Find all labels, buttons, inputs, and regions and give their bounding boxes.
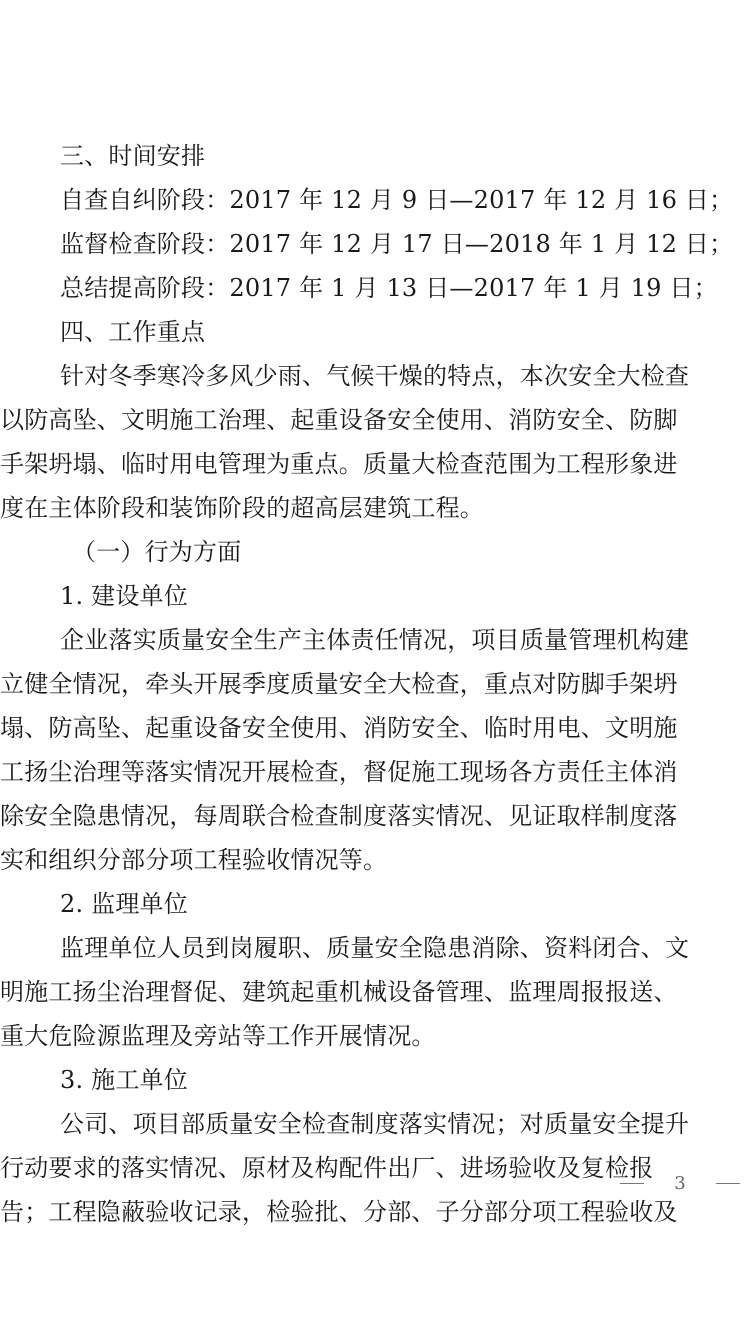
paragraph-line: 度在主体阶段和装饰阶段的超高层建筑工程。 — [0, 494, 484, 522]
section-heading-key-work: 四、工作重点 — [60, 318, 206, 346]
paragraph-line: 手架坍塌、临时用电管理为重点。质量大检查范围为工程形象进 — [0, 450, 678, 478]
item-heading-construction-unit: 1. 建设单位 — [60, 582, 188, 610]
paragraph-line: 塌、防高坠、起重设备安全使用、消防安全、临时用电、文明施 — [0, 714, 678, 742]
paragraph-line: 以防高坠、文明施工治理、起重设备安全使用、消防安全、防脚 — [0, 406, 678, 434]
subsection-heading-behavior: （一）行为方面 — [72, 538, 242, 566]
paragraph-line: 除安全隐患情况，每周联合检查制度落实情况、见证取样制度落 — [0, 802, 678, 830]
paragraph-line: 实和组织分部分项工程验收情况等。 — [0, 846, 388, 874]
paragraph-line: 明施工扬尘治理督促、建筑起重机械设备管理、监理周报报送、 — [0, 978, 678, 1006]
page-number-right-dash — [716, 1183, 740, 1184]
schedule-item-supervision: 监督检查阶段：2017 年 12 月 17 日—2018 年 1 月 12 日； — [60, 230, 734, 258]
page-number — [620, 1168, 740, 1198]
section-heading-schedule: 三、时间安排 — [60, 142, 206, 170]
paragraph-line: 告；工程隐蔽验收记录，检验批、分部、子分部分项工程验收及 — [0, 1198, 678, 1226]
paragraph-line: 重大危险源监理及旁站等工作开展情况。 — [0, 1022, 436, 1050]
page-number-left-dash — [620, 1183, 644, 1184]
paragraph-line: 工扬尘治理等落实情况开展检查，督促施工现场各方责任主体消 — [0, 758, 678, 786]
item-heading-supervision-unit: 2. 监理单位 — [60, 890, 188, 918]
item-heading-contractor: 3. 施工单位 — [60, 1066, 188, 1094]
paragraph-line: 公司、项目部质量安全检查制度落实情况；对质量安全提升 — [60, 1110, 690, 1138]
paragraph-line: 行动要求的落实情况、原材及构配件出厂、进场验收及复检报 — [0, 1154, 654, 1182]
paragraph-line: 监理单位人员到岗履职、质量安全隐患消除、资料闭合、文 — [60, 934, 690, 962]
schedule-item-self-check: 自查自纠阶段：2017 年 12 月 9 日—2017 年 12 月 16 日； — [60, 186, 734, 214]
page-number-value: 3 — [674, 1172, 686, 1194]
paragraph-line: 企业落实质量安全生产主体责任情况，项目质量管理机构建 — [60, 626, 690, 654]
paragraph-line: 针对冬季寒冷多风少雨、气候干燥的特点，本次安全大检查 — [60, 362, 690, 390]
schedule-item-summary: 总结提高阶段：2017 年 1 月 13 日—2017 年 1 月 19 日； — [60, 274, 718, 302]
paragraph-line: 立健全情况，牵头开展季度质量安全大检查，重点对防脚手架坍 — [0, 670, 678, 698]
